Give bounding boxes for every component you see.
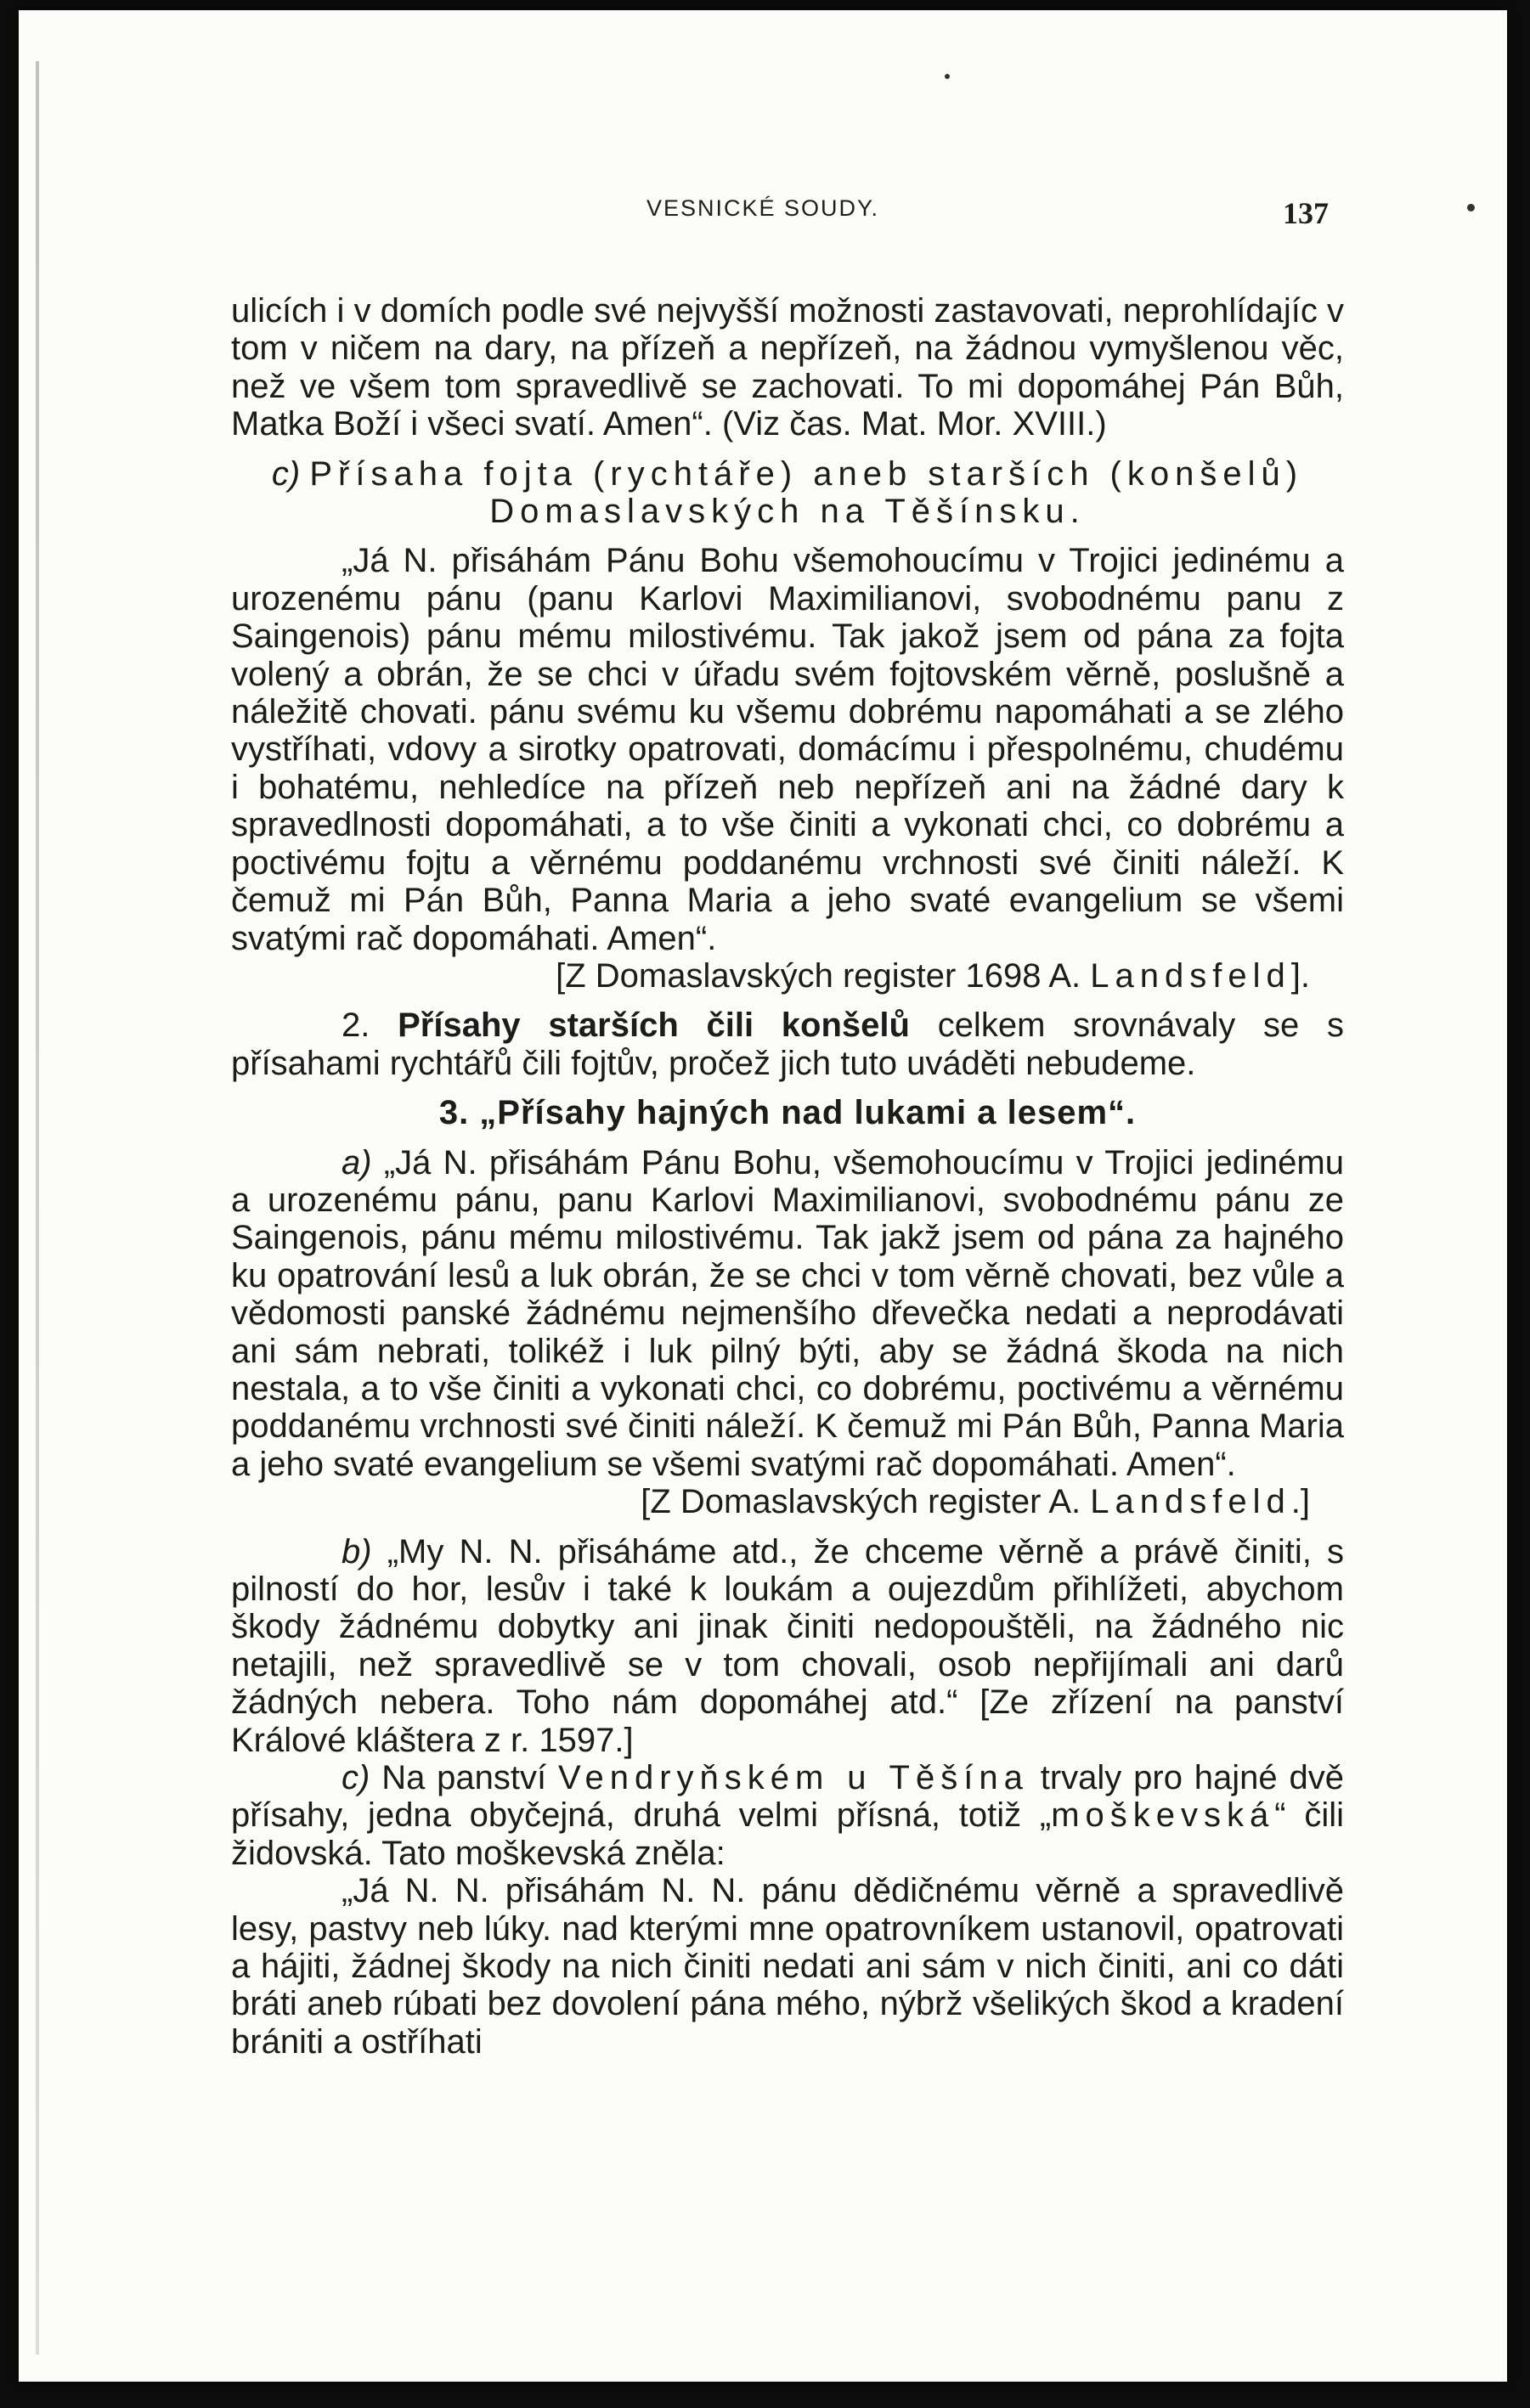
- citation-text: [Z Domaslavských register A.: [641, 1483, 1081, 1521]
- section-title: Přísahy starších čili konšelů: [398, 1007, 910, 1045]
- paragraph-text: „My N. N. přisáháme atd., že chceme věrně a právě činiti, s pilností do hor, lesův i také k loukám a oujezdům přihlížeti, abychom škody žádnému dobytky ani jinak činiti nedopouštěli, na žádného nic netajili, než spravedlivě se v tom chovali, osob nepřijímali ani darů žádných nebera. Toho nám dopomáhej atd.“ [Ze zřízení na panství Králové kláštera z r. 1597.]: [231, 1532, 1344, 1759]
- citation-author: Landsfeld: [1090, 956, 1291, 995]
- list-letter: c): [342, 1759, 370, 1797]
- page-header: [19, 195, 1507, 238]
- list-letter: b): [342, 1532, 372, 1571]
- paragraph: [231, 1759, 1344, 1872]
- list-letter: a): [342, 1143, 372, 1181]
- source-citation: [231, 1483, 1344, 1520]
- citation-text: ].: [1290, 956, 1310, 995]
- paragraph-text: Na panství: [381, 1759, 547, 1797]
- list-letter: c): [271, 454, 301, 493]
- section-heading-c: [231, 455, 1344, 531]
- citation-text: .]: [1290, 1483, 1310, 1521]
- paragraph-text: trvaly pro hajné dvě přísahy, jedna obyčejná, druhá velmi přísná, totiž „: [231, 1759, 1344, 1835]
- citation-author: Landsfeld: [1090, 1483, 1291, 1521]
- paragraph: „Já N. N. přisáhám N. N. pánu dědičnému věrně a spravedlivě lesy, pastvy neb lúky. nad kterými mne opatrovníkem ustanovil, opatrovati a hájiti, žádnej škody na nich činiti nedati ani sám v nich činiti, ani co dáti bráti aneb rúbati bez dovolení pána mého, nýbrž všelikých škod a kradení brániti a ostříhati: [231, 1872, 1344, 2061]
- running-head: VESNICKÉ SOUDY.: [646, 195, 880, 221]
- heading-line: Přísaha fojta (rychtáře) aneb starších (konšelů): [309, 454, 1304, 493]
- binding-gutter: [36, 61, 39, 2354]
- paragraph: [231, 1533, 1344, 1759]
- paragraph: [231, 1144, 1344, 1484]
- source-citation: [231, 957, 1344, 995]
- citation-text: [Z Domaslavských register 1698 A.: [556, 956, 1081, 995]
- paragraph: ulicích i v domích podle své nejvyšší možnosti zastavovati, neprohlídajíc v tom v ničem na dary, na přízeň a nepřízeň, na žádnou vymyšlenou věc, než ve všem tom spravedlivě se zachovati. To mi dopomáhej Pán Bůh, Matka Boží i všeci svatí. Amen“. (Viz čas. Mat. Mor. XVIII.): [231, 292, 1344, 443]
- paragraph-text: celkem srovnávaly se s přísahami rychtářů čili fojtův, pročež jich tuto uváděti nebudeme.: [231, 1007, 1344, 1082]
- spaced-text: Vendryňském u Těšína: [558, 1759, 1029, 1797]
- page-number: 137: [1283, 196, 1329, 230]
- heading-line: Domaslavských na Těšínsku.: [489, 493, 1086, 531]
- paragraph: „Já N. přisáhám Pánu Bohu všemohoucímu v Trojici jedinému a urozenému pánu (panu Karlovi Maximilianovi, svobodnému panu z Saingenois) pánu mému milostivému. Tak jakož jsem od pána za fojta volený a obrán, že se chci v úřadu svém fojtovském věrně, poslušně a náležitě chovati. pánu svému ku všemu dobrému napomáhati a se zlého vystříhati, vdovy a sirotky opatrovati, domácímu i přespolnému, chudému i bohatému, nehledíce na přízeň neb nepřízeň ani na žádné dary k spravedlnosti dopomáhati, a to vše činiti a vykonati chci, co dobrému a poctivému fojtu a věrnému poddanému vrchnosti své činiti náleží. K čemuž mi Pán Bůh, Panna Maria a jeho svaté evangelium se všemi svatými rač dopomáhati. Amen“.: [231, 542, 1344, 957]
- paragraph-text: “ čili židovská. Tato moškevská zněla:: [231, 1796, 1345, 1872]
- body-text: [231, 292, 1344, 2061]
- section-number: 2.: [342, 1007, 370, 1045]
- paragraph: [231, 1007, 1344, 1082]
- paragraph-text: „Já N. přisáhám Pánu Bohu, všemohoucímu v Trojici jedinému a urozenému pánu, panu Karlovi Maximilianovi, svobodnému pánu ze Saingenois, pánu mému milostivému. Tak jakž jsem od pána za hajného ku opatrování lesů a luk obrán, že se chci v tom věrně chovati, bez vůle a vědomosti panské žádnému nejmenšího dřevečka nedati a neprodávati ani sám nebrati, tolikéž i luk pilný býti, aby se žádná škoda na nich nestala, a to vše činiti a vykonati chci, co dobrému, poctivému a věrnému poddanému vrchnosti své činiti náleží. K čemuž mi Pán Bůh, Panna Maria a jeho svaté evangelium se všemi svatými rač dopomáhati. Amen“.: [231, 1143, 1344, 1483]
- speck-mark: [945, 74, 950, 79]
- spaced-text: moškevská: [1051, 1796, 1275, 1835]
- book-page: [19, 10, 1507, 2382]
- section-heading-3: 3. „Přísahy hajných nad lukami a lesem“.: [438, 1094, 1137, 1132]
